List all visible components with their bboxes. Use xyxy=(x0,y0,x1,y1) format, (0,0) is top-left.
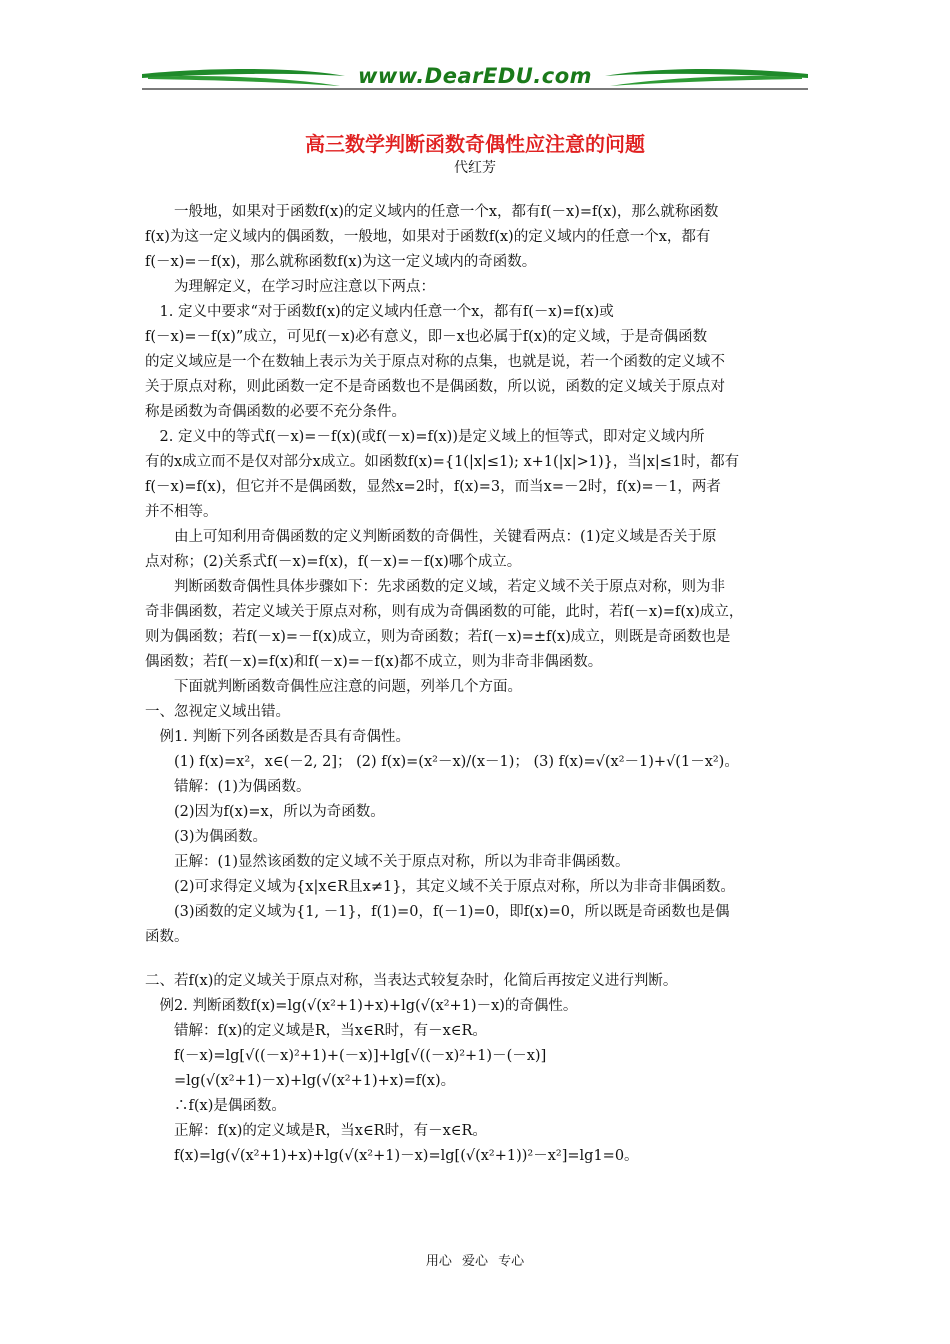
paragraph-line: 下面就判断函数奇偶性应注意的问题，列举几个方面。 xyxy=(145,679,522,695)
paragraph-line: 点对称；(2)关系式f(－x)=f(x)，f(－x)=－f(x)哪个成立。 xyxy=(145,554,522,570)
paragraph-line: 正解：f(x)的定义域是R，当x∈R时，有－x∈R。 xyxy=(145,1123,487,1139)
paragraph-gap xyxy=(145,950,810,969)
formula-line: f(－x)=lg[√((－x)²+1)+(－x)]+lg[√((－x)²+1)－(－x)] xyxy=(145,1048,547,1064)
paragraph-line: 关于原点对称，则此函数一定不是奇函数也不是偶函数，所以说，函数的定义域关于原点对 xyxy=(145,379,725,395)
paragraph-line: (2)因为f(x)=x，所以为奇函数。 xyxy=(145,804,385,820)
formula-line: =lg(√(x²+1)－x)+lg(√(x²+1)+x)=f(x)。 xyxy=(145,1073,456,1089)
paragraph-line: (2)可求得定义域为{x|x∈R且x≠1}，其定义域不关于原点对称，所以为非奇非偶函数。 xyxy=(145,879,735,895)
author-name: 代红芳 xyxy=(454,160,496,176)
paragraph-line: 的定义域应是一个在数轴上表示为关于原点对称的点集，也就是说，若一个函数的定义域不 xyxy=(145,354,725,370)
paragraph-line: 1. 定义中要求“对于函数f(x)的定义域内任意一个x，都有f(－x)=f(x)或 xyxy=(145,304,614,320)
section-heading: 二、若f(x)的定义域关于原点对称，当表达式较复杂时，化简后再按定义进行判断。 xyxy=(145,973,678,989)
paragraph-line: f(－x)=f(x)，但它并不是偶函数，显然x=2时，f(x)=3，而当x=－2时，f(x)=－1，两者 xyxy=(145,479,721,495)
paragraph-line: f(－x)=－f(x)，那么就称函数f(x)为这一定义域内的奇函数。 xyxy=(145,254,537,270)
paragraph-line: f(x)为这一定义域内的偶函数，一般地，如果对于函数f(x)的定义域内的任意一个x，都有 xyxy=(145,229,711,245)
page-footer: 用心 爱心 专心 xyxy=(425,1254,525,1269)
paragraph-line: 并不相等。 xyxy=(145,504,218,520)
paragraph-line: 为理解定义，在学习时应注意以下两点： xyxy=(145,279,435,295)
formula-line: f(x)=lg(√(x²+1)+x)+lg(√(x²+1)－x)=lg[(√(x²+1))²－x²]=lg1=0。 xyxy=(145,1148,639,1164)
paragraph-line: (3)函数的定义域为{1, －1}，f(1)=0，f(－1)=0，即f(x)=0，所以既是奇函数也是偶 xyxy=(145,904,730,920)
paragraph-line: 一般地，如果对于函数f(x)的定义域内的任意一个x，都有f(－x)=f(x)，那么就称函数 xyxy=(145,204,719,220)
paragraph-line: 则为偶函数；若f(－x)=－f(x)成立，则为奇函数；若f(－x)=±f(x)成立，则既是奇函数也是 xyxy=(145,629,731,645)
section-heading: 一、忽视定义域出错。 xyxy=(145,704,290,720)
example-line: 例2. 判断函数f(x)=lg(√(x²+1)+x)+lg(√(x²+1)－x)的奇偶性。 xyxy=(145,998,578,1014)
paragraph-line: f(－x)=－f(x)”成立，可见f(－x)必有意义，即－x也必属于f(x)的定义域，于是奇偶函数 xyxy=(145,329,708,345)
paragraph-line: (3)为偶函数。 xyxy=(145,829,268,845)
site-banner xyxy=(140,62,810,98)
paragraph-line: 判断函数奇偶性具体步骤如下：先求函数的定义域，若定义域不关于原点对称，则为非 xyxy=(145,579,725,595)
paragraph-line: 称是函数为奇偶函数的必要不充分条件。 xyxy=(145,404,406,420)
example-line: 例1. 判断下列各函数是否具有奇偶性。 xyxy=(145,729,410,745)
article-body xyxy=(145,200,810,1169)
site-url[interactable]: www.DearEDU.com xyxy=(357,64,593,88)
paragraph-line: 有的x成立而不是仅对部分x成立。如函数f(x)={1(|x|≤1); x+1(|x|>1)}，当|x|≤1时，都有 xyxy=(145,454,740,470)
paragraph-line: 错解：(1)为偶函数。 xyxy=(145,779,311,795)
document-title: 高三数学判断函数奇偶性应注意的问题 xyxy=(305,132,645,156)
paragraph-line: 函数。 xyxy=(145,929,189,945)
paragraph-line: 错解：f(x)的定义域是R，当x∈R时，有－x∈R。 xyxy=(145,1023,487,1039)
paragraph-line: ∴f(x)是偶函数。 xyxy=(145,1098,286,1114)
paragraph-line: 正解：(1)显然该函数的定义域不关于原点对称，所以为非奇非偶函数。 xyxy=(145,854,630,870)
paragraph-line: 2. 定义中的等式f(－x)=－f(x)(或f(－x)=f(x))是定义域上的恒等式，即对定义域内所 xyxy=(145,429,705,445)
paragraph-line: 偶函数；若f(－x)=f(x)和f(－x)=－f(x)都不成立，则为非奇非偶函数。 xyxy=(145,654,603,670)
formula-line: (1) f(x)=x²，x∈(－2, 2]； (2) f(x)=(x²－x)/(x－1)； (3) f(x)=√(x²－1)+√(1－x²)。 xyxy=(145,754,739,770)
paragraph-line: 奇非偶函数，若定义域关于原点对称，则有成为奇偶函数的可能，此时，若f(－x)=f(x)成立， xyxy=(145,604,744,620)
paragraph-line: 由上可知利用奇偶函数的定义判断函数的奇偶性，关键看两点：(1)定义域是否关于原 xyxy=(145,529,717,545)
